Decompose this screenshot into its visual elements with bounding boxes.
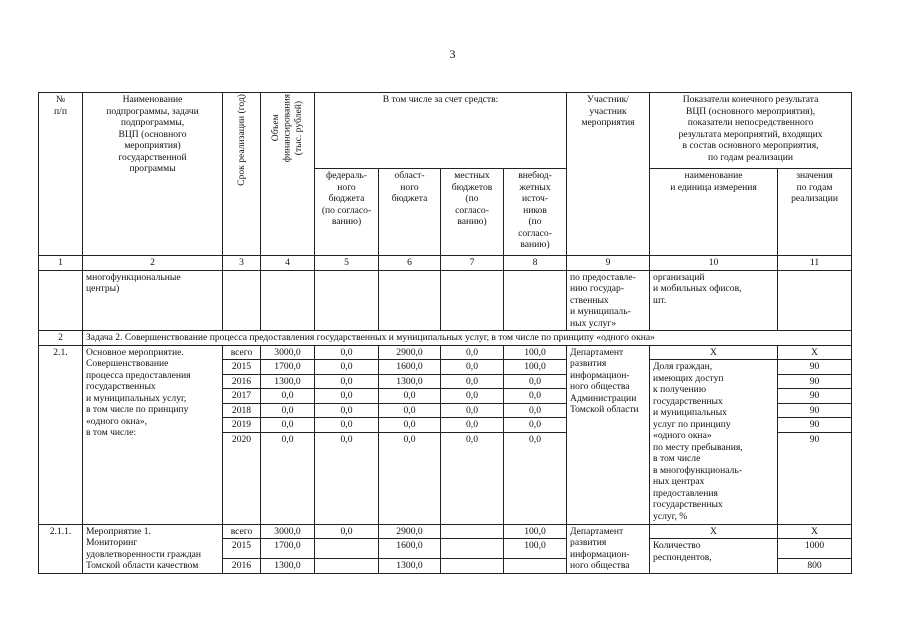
federal-cell: 0,0 [315, 418, 379, 433]
empty-cell [504, 270, 567, 331]
local-cell: 0,0 [441, 403, 504, 418]
regional-cell: 1600,0 [379, 539, 441, 559]
cont-ind-name: организаций и мобильных офисов, шт. [650, 270, 778, 331]
header-row [39, 93, 852, 169]
regional-cell: 1600,0 [379, 360, 441, 375]
block2-num: 2.1.1. [39, 524, 83, 573]
local-cell: 0,0 [441, 360, 504, 375]
value-cell: 800 [778, 559, 852, 574]
year-cell: 2019 [223, 418, 261, 433]
volume-cell: 3000,0 [261, 345, 315, 360]
year-cell: всего [223, 524, 261, 539]
block1-name: Основное мероприятие. Совершенствование процесса предоставления государственных и муниципальных услуг, в том числе по принципу «одного окна», в том числе: [83, 345, 223, 524]
federal-cell: 0,0 [315, 524, 379, 539]
volume-cell: 1700,0 [261, 539, 315, 559]
year-cell: 2020 [223, 432, 261, 524]
value-cell: 1000 [778, 539, 852, 559]
local-cell [441, 524, 504, 539]
task-row [39, 331, 852, 346]
local-cell [441, 539, 504, 559]
block1-ind-name: Доля граждан, имеющих доступ к получению государственных и муниципальных услуг по принципу «одного окна» по месту пребывания, в том числе в многофункциональ- ных центрах предоставления государственных услуг, % [650, 360, 778, 525]
block2-ind-x: Х [650, 524, 778, 539]
header-extra: внебюд- жетных источ- ников (по согласо- ванию) [504, 169, 567, 256]
header-volume [261, 93, 315, 256]
regional-cell: 0,0 [379, 418, 441, 433]
regional-cell: 1300,0 [379, 559, 441, 574]
column-number-row [39, 256, 852, 271]
local-cell: 0,0 [441, 418, 504, 433]
year-cell: 2018 [223, 403, 261, 418]
extra-cell: 100,0 [504, 360, 567, 375]
regional-cell: 0,0 [379, 403, 441, 418]
federal-cell: 0,0 [315, 374, 379, 389]
empty-cell [39, 270, 83, 331]
year-cell: 2016 [223, 374, 261, 389]
block2-participant: Департамент развития информацион- ного общества [567, 524, 650, 573]
header-funds: В том числе за счет средств: [315, 93, 567, 169]
value-cell: 90 [778, 374, 852, 389]
block2-val-x: Х [778, 524, 852, 539]
block1-num: 2.1. [39, 345, 83, 524]
col-number: 9 [567, 256, 650, 271]
col-number: 11 [778, 256, 852, 271]
volume-cell: 0,0 [261, 403, 315, 418]
extra-cell: 100,0 [504, 524, 567, 539]
regional-cell: 2900,0 [379, 345, 441, 360]
col-number: 6 [379, 256, 441, 271]
year-cell: 2015 [223, 360, 261, 375]
extra-cell: 100,0 [504, 539, 567, 559]
col-number: 5 [315, 256, 379, 271]
extra-cell: 0,0 [504, 374, 567, 389]
header-num: № п/п [39, 93, 83, 256]
extra-cell: 0,0 [504, 403, 567, 418]
volume-cell: 0,0 [261, 432, 315, 524]
volume-cell: 0,0 [261, 389, 315, 404]
extra-cell [504, 559, 567, 574]
year-cell: 2017 [223, 389, 261, 404]
year-cell: 2016 [223, 559, 261, 574]
regional-cell: 2900,0 [379, 524, 441, 539]
empty-cell [441, 270, 504, 331]
header-local: местных бюджетов (по согласо- ванию) [441, 169, 504, 256]
value-cell: 90 [778, 389, 852, 404]
local-cell [441, 559, 504, 574]
empty-cell [778, 270, 852, 331]
value-cell: 90 [778, 432, 852, 524]
program-table [38, 92, 852, 574]
federal-cell: 0,0 [315, 432, 379, 524]
regional-cell: 0,0 [379, 432, 441, 524]
extra-cell: 0,0 [504, 418, 567, 433]
empty-cell [261, 270, 315, 331]
federal-cell [315, 559, 379, 574]
header-regional: област- ного бюджета [379, 169, 441, 256]
value-cell: 90 [778, 418, 852, 433]
col-number: 7 [441, 256, 504, 271]
cont-name: многофункциональные центры) [83, 270, 223, 331]
year-cell: всего [223, 345, 261, 360]
extra-cell: 100,0 [504, 345, 567, 360]
federal-cell: 0,0 [315, 360, 379, 375]
header-federal: федераль- ного бюджета (по согласо- ванию) [315, 169, 379, 256]
regional-cell: 0,0 [379, 389, 441, 404]
header-volume-text: Объем финансирования (тыс. рублей) [270, 94, 305, 163]
federal-cell [315, 539, 379, 559]
volume-cell: 1300,0 [261, 559, 315, 574]
col-number: 8 [504, 256, 567, 271]
federal-cell: 0,0 [315, 403, 379, 418]
block1-row [39, 345, 852, 360]
header-ind-name: наименование и единица измерения [650, 169, 778, 256]
year-cell: 2015 [223, 539, 261, 559]
block2-ind-name: Количество респондентов, [650, 539, 778, 574]
block2-name: Мероприятие 1. Мониторинг удовлетворенности граждан Томской области качеством [83, 524, 223, 573]
col-number: 10 [650, 256, 778, 271]
header-ind-values: значения по годам реализации [778, 169, 852, 256]
regional-cell: 1300,0 [379, 374, 441, 389]
col-number: 4 [261, 256, 315, 271]
task-text: Задача 2. Совершенствование процесса предоставления государственных и муниципальных услуг, в том числе по принципу «одного окна» [83, 331, 852, 346]
block1-ind-x: Х [650, 345, 778, 360]
header-name: Наименование подпрограммы, задачи подпрограммы, ВЦП (основного мероприятия) государственной программы [83, 93, 223, 256]
local-cell: 0,0 [441, 374, 504, 389]
empty-cell [315, 270, 379, 331]
federal-cell: 0,0 [315, 389, 379, 404]
header-term [223, 93, 261, 256]
value-cell: 90 [778, 403, 852, 418]
volume-cell: 0,0 [261, 418, 315, 433]
header-term-text: Срок реализации (год) [235, 94, 247, 186]
extra-cell: 0,0 [504, 432, 567, 524]
col-number: 3 [223, 256, 261, 271]
extra-cell: 0,0 [504, 389, 567, 404]
block1-val-x: Х [778, 345, 852, 360]
local-cell: 0,0 [441, 345, 504, 360]
block2-row [39, 524, 852, 539]
local-cell: 0,0 [441, 432, 504, 524]
volume-cell: 3000,0 [261, 524, 315, 539]
col-number: 2 [83, 256, 223, 271]
value-cell: 90 [778, 360, 852, 375]
task-num: 2 [39, 331, 83, 346]
continuation-row [39, 270, 852, 331]
cont-participant: по предоставле- нию государ- ственных и муниципаль- ных услуг» [567, 270, 650, 331]
header-indicators: Показатели конечного результата ВЦП (основного мероприятия), показатели непосредственного результата мероприятий, входящих в состав основного мероприятия, по годам реализации [650, 93, 852, 169]
block1-participant: Департамент развития информацион- ного общества Администрации Томской области [567, 345, 650, 524]
local-cell: 0,0 [441, 389, 504, 404]
col-number: 1 [39, 256, 83, 271]
empty-cell [223, 270, 261, 331]
header-participant: Участник/ участник мероприятия [567, 93, 650, 256]
page-number: 3 [449, 47, 456, 61]
volume-cell: 1300,0 [261, 374, 315, 389]
federal-cell: 0,0 [315, 345, 379, 360]
empty-cell [379, 270, 441, 331]
volume-cell: 1700,0 [261, 360, 315, 375]
